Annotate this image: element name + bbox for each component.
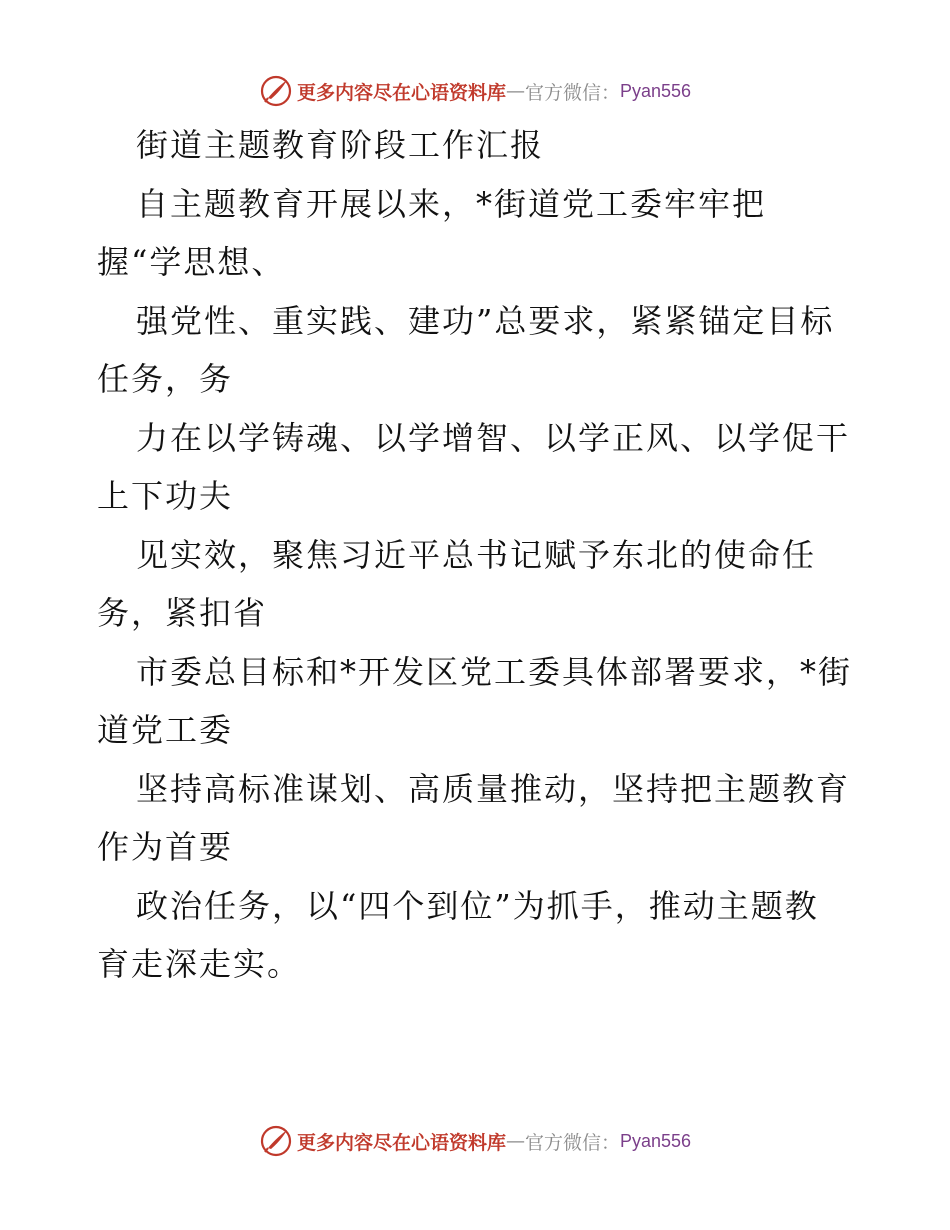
document-line: 市委总目标和*开发区党工委具体部署要求，*街 bbox=[136, 652, 853, 691]
quill-logo-icon bbox=[259, 1124, 293, 1158]
document-line: 作为首要 bbox=[97, 828, 234, 866]
banner-label: 官方微信： bbox=[524, 81, 620, 104]
document-line: 育走深走实。 bbox=[97, 945, 302, 983]
document-line: 道党工委 bbox=[97, 711, 234, 749]
document-line: 强党性、重实践、建功”总要求，紧紧锚定目标 bbox=[136, 301, 835, 340]
document-line: 街道主题教育阶段工作汇报 bbox=[136, 126, 545, 164]
banner-dash: — bbox=[505, 80, 525, 102]
document-body bbox=[97, 116, 857, 994]
document-line: 力在以学铸魂、以学增智、以学正风、以学促干 bbox=[136, 418, 851, 457]
banner-account: Pyan556 bbox=[619, 80, 692, 101]
document-line: 务，紧扣省 bbox=[97, 594, 268, 632]
banner-label: 官方微信： bbox=[524, 1131, 620, 1154]
document-line: 握“学思想、 bbox=[97, 243, 286, 281]
document-line: 自主题教育开展以来，*街道党工委牢牢把 bbox=[136, 184, 767, 223]
document-line: 政治任务，以“四个到位”为抓手，推动主题教 bbox=[136, 886, 819, 925]
document-line: 上下功夫 bbox=[97, 477, 234, 515]
document-line: 坚持高标准谋划、高质量推动，坚持把主题教育 bbox=[136, 769, 851, 808]
banner-brand-text: 更多内容尽在心语资料库 bbox=[296, 1131, 506, 1154]
banner-brand-text: 更多内容尽在心语资料库 bbox=[296, 81, 506, 104]
document-line: 见实效，聚焦习近平总书记赋予东北的使命任 bbox=[136, 535, 817, 574]
header-watermark-banner bbox=[0, 71, 950, 111]
document-line: 任务，务 bbox=[97, 360, 234, 398]
banner-account: Pyan556 bbox=[619, 1130, 692, 1151]
banner-dash: — bbox=[505, 1130, 525, 1152]
quill-logo-icon bbox=[259, 74, 293, 108]
footer-watermark-banner bbox=[0, 1121, 950, 1161]
